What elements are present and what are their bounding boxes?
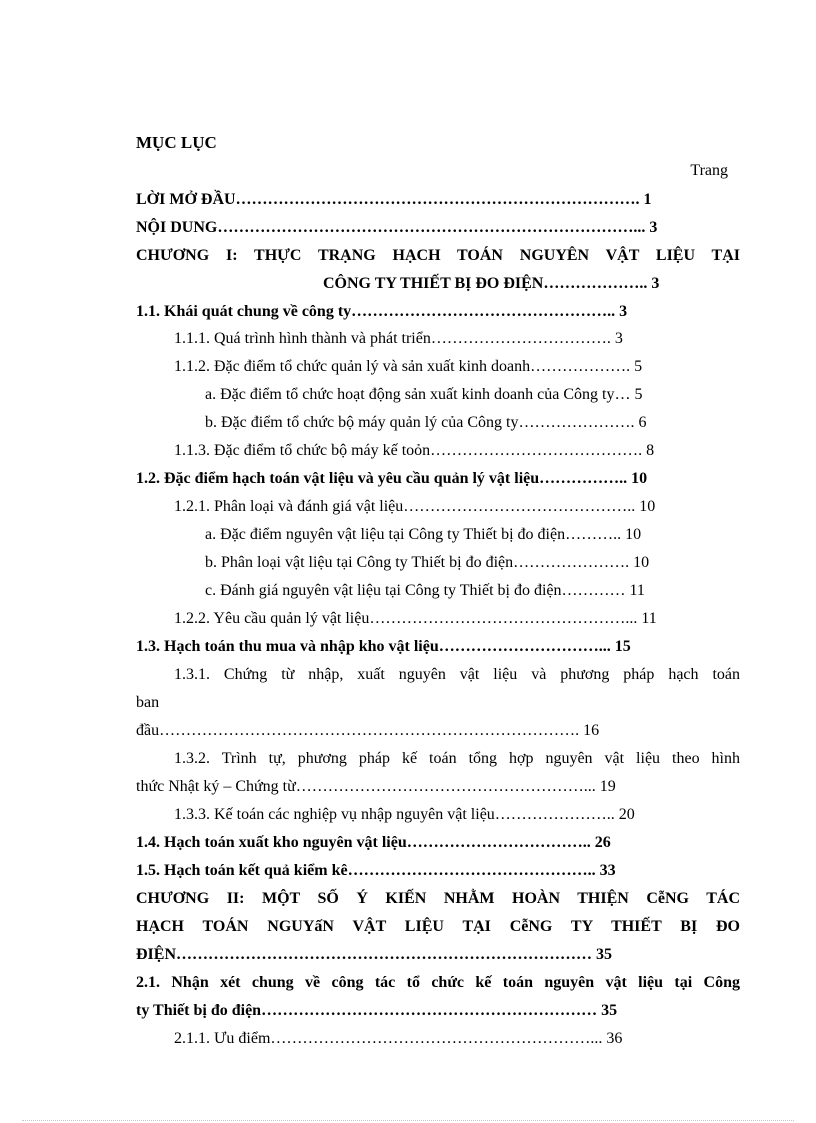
page-column-label: Trang bbox=[690, 162, 728, 179]
toc-chapter-heading: ĐIỆN…………………………………………………………………… 35 bbox=[136, 946, 613, 963]
toc-section: 1.3. Hạch toán thu mua và nhập kho vật liệu…………………………... 15 bbox=[136, 638, 631, 655]
toc-item: a. Đặc điểm tổ chức hoạt động sản xuất kinh doanh của Công ty… 5 bbox=[205, 386, 643, 403]
page-bottom-rule bbox=[22, 1120, 794, 1121]
toc-subsection: 2.1.1. Ưu điểm……………………………………………………... 36 bbox=[174, 1030, 623, 1047]
toc-item: b. Phân loại vật liệu tại Công ty Thiết bị đo điện…………………. 10 bbox=[205, 554, 650, 571]
toc-subsection: 1.3.1. Chứng từ nhập, xuất nguyên vật liệu và phương pháp hạch toán bbox=[174, 666, 740, 683]
toc-subsection: 1.1.1. Quá trình hình thành và phát triển……………………………. 3 bbox=[174, 330, 623, 347]
toc-item: a. Đặc điểm nguyên vật liệu tại Công ty Thiết bị đo điện……….. 10 bbox=[205, 526, 642, 543]
toc-section: 1.4. Hạch toán xuất kho nguyên vật liệu…………………………….. 26 bbox=[136, 834, 611, 851]
toc-entry: LỜI MỞ ĐẦU…………………………………………………………………. 1 bbox=[136, 191, 652, 208]
toc-subsection-continuation: thức Nhật ký – Chứng từ………………………………………………... 19 bbox=[136, 778, 616, 795]
toc-subsection-continuation: ban bbox=[136, 694, 160, 711]
toc-subsection: 1.3.2. Trình tự, phương pháp kế toán tổng hợp nguyên vật liệu theo hình bbox=[174, 750, 740, 767]
toc-item: c. Đánh giá nguyên vật liệu tại Công ty Thiết bị đo điện………… 11 bbox=[205, 582, 645, 599]
toc-section: 1.2. Đặc điểm hạch toán vật liệu và yêu cầu quản lý vật liệu…………….. 10 bbox=[136, 470, 648, 487]
toc-subsection: 1.2.1. Phân loại và đánh giá vật liệu…………………………………….. 10 bbox=[174, 498, 656, 515]
toc-chapter-heading: CÔNG TY THIẾT BỊ ĐO ĐIỆN……………….. 3 bbox=[323, 275, 660, 292]
toc-chapter-heading: HẠCH TOÁN NGUYấN VẬT LIỆU TẠI CễNG TY THIẾT BỊ ĐO bbox=[136, 918, 740, 935]
toc-section: 2.1. Nhận xét chung về công tác tổ chức kế toán nguyên vật liệu tại Công bbox=[136, 974, 740, 991]
toc-section: 1.1. Khái quát chung về công ty………………………………………….. 3 bbox=[136, 303, 628, 320]
toc-subsection: 1.1.2. Đặc điểm tổ chức quản lý và sản xuất kinh doanh………………. 5 bbox=[174, 358, 643, 375]
toc-subsection-continuation: đầu……………………………………………………………………. 16 bbox=[136, 722, 600, 739]
toc-subsection: 1.2.2. Yêu cầu quản lý vật liệu…………………………………………... 11 bbox=[174, 610, 657, 627]
toc-subsection: 1.3.3. Kế toán các nghiệp vụ nhập nguyên vật liệu………………….. 20 bbox=[174, 806, 635, 823]
toc-chapter-heading: CHƯƠNG II: MỘT SỐ Ý KIẾN NHẰM HOÀN THIỆN CễNG TÁC bbox=[136, 890, 740, 907]
toc-subsection: 1.1.3. Đặc điểm tổ chức bộ máy kế toỏn…………………………………. 8 bbox=[174, 442, 655, 459]
toc-section: 1.5. Hạch toán kết quả kiểm kê……………………………………….. 33 bbox=[136, 862, 616, 879]
toc-section: ty Thiết bị đo điện……………………………………………………… 35 bbox=[136, 1002, 618, 1019]
toc-item: b. Đặc điểm tổ chức bộ máy quản lý của Công ty…………………. 6 bbox=[205, 414, 647, 431]
toc-entry: NỘI DUNG……………………………………………………………………... 3 bbox=[136, 219, 658, 236]
toc-title: MỤC LỤC bbox=[136, 133, 217, 152]
toc-chapter-heading: CHƯƠNG I: THỰC TRẠNG HẠCH TOÁN NGUYÊN VẬT LIỆU TẠI bbox=[136, 247, 740, 264]
